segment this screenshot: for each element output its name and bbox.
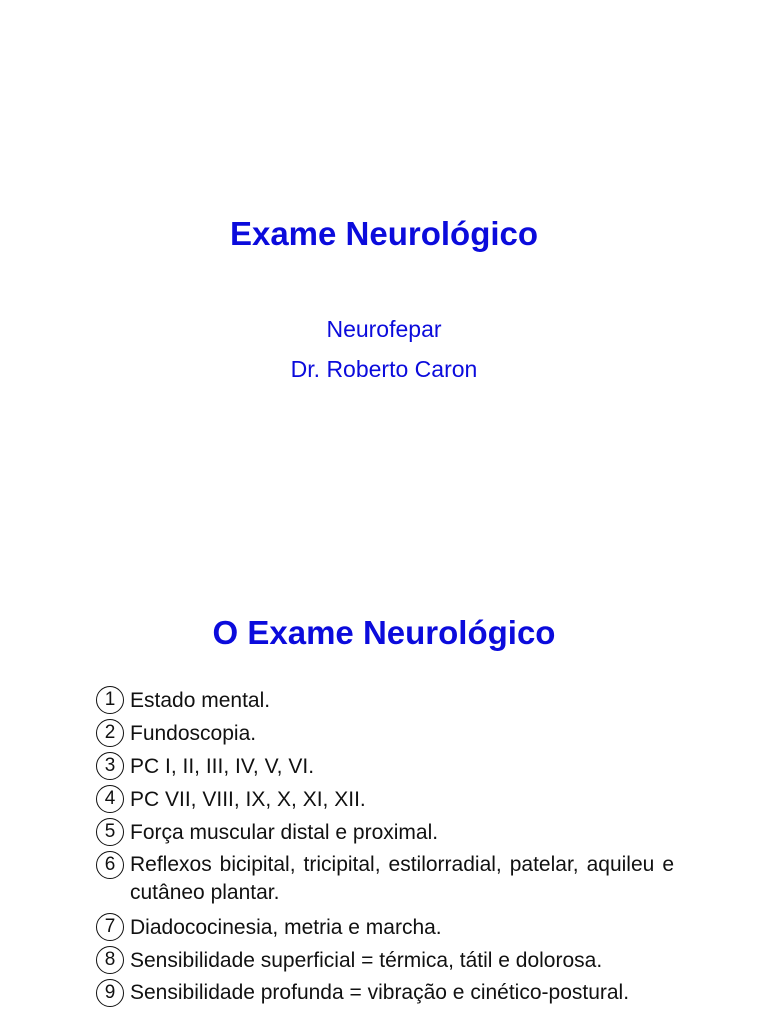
circled-number-icon: 2 <box>96 719 124 747</box>
list-item-text: PC VII, VIII, IX, X, XI, XII. <box>130 788 366 811</box>
list-item-text: Fundoscopia. <box>130 722 257 745</box>
list-item <box>96 816 674 849</box>
circled-number-icon: 1 <box>96 686 124 714</box>
circled-number-icon: 4 <box>96 785 124 813</box>
slide-title: Exame Neurológico <box>229 215 539 252</box>
content-slide <box>0 576 768 1024</box>
circled-number-icon: 9 <box>96 979 124 1007</box>
slide-subtitle-author: Dr. Roberto Caron <box>290 356 478 382</box>
circled-number-icon: 6 <box>96 851 124 879</box>
list-item-text: PC I, II, III, IV, V, VI. <box>130 755 315 778</box>
list-item <box>96 717 674 750</box>
list-item-text: Estado mental. <box>130 689 271 712</box>
list-item <box>96 684 674 717</box>
circled-number-icon: 8 <box>96 946 124 974</box>
list-item <box>96 977 674 1011</box>
circled-number-icon: 3 <box>96 752 124 780</box>
list-item <box>96 944 674 977</box>
list-item <box>96 783 674 816</box>
list-item <box>96 849 674 911</box>
list-item <box>96 750 674 783</box>
slide-subtitle-organization: Neurofepar <box>326 316 442 342</box>
list-item-text: Sensibilidade profunda = vibração e cinético-postural. <box>130 981 630 1004</box>
list-item-text: Diadococinesia, metria e marcha. <box>130 916 442 939</box>
circled-number-icon: 5 <box>96 818 124 846</box>
list-item-text: Reflexos bicipital, tricipital, estilorradial, patelar, aquileu e cutâneo plantar. <box>130 853 674 904</box>
slide-title: O Exame Neurológico <box>212 614 556 651</box>
list-item-text: Força muscular distal e proximal. <box>130 821 439 844</box>
list-item <box>96 911 674 944</box>
circled-number-icon: 7 <box>96 913 124 941</box>
list-item-text: Sensibilidade superficial = térmica, tátil e dolorosa. <box>130 949 603 972</box>
exam-steps-list <box>96 684 674 1011</box>
